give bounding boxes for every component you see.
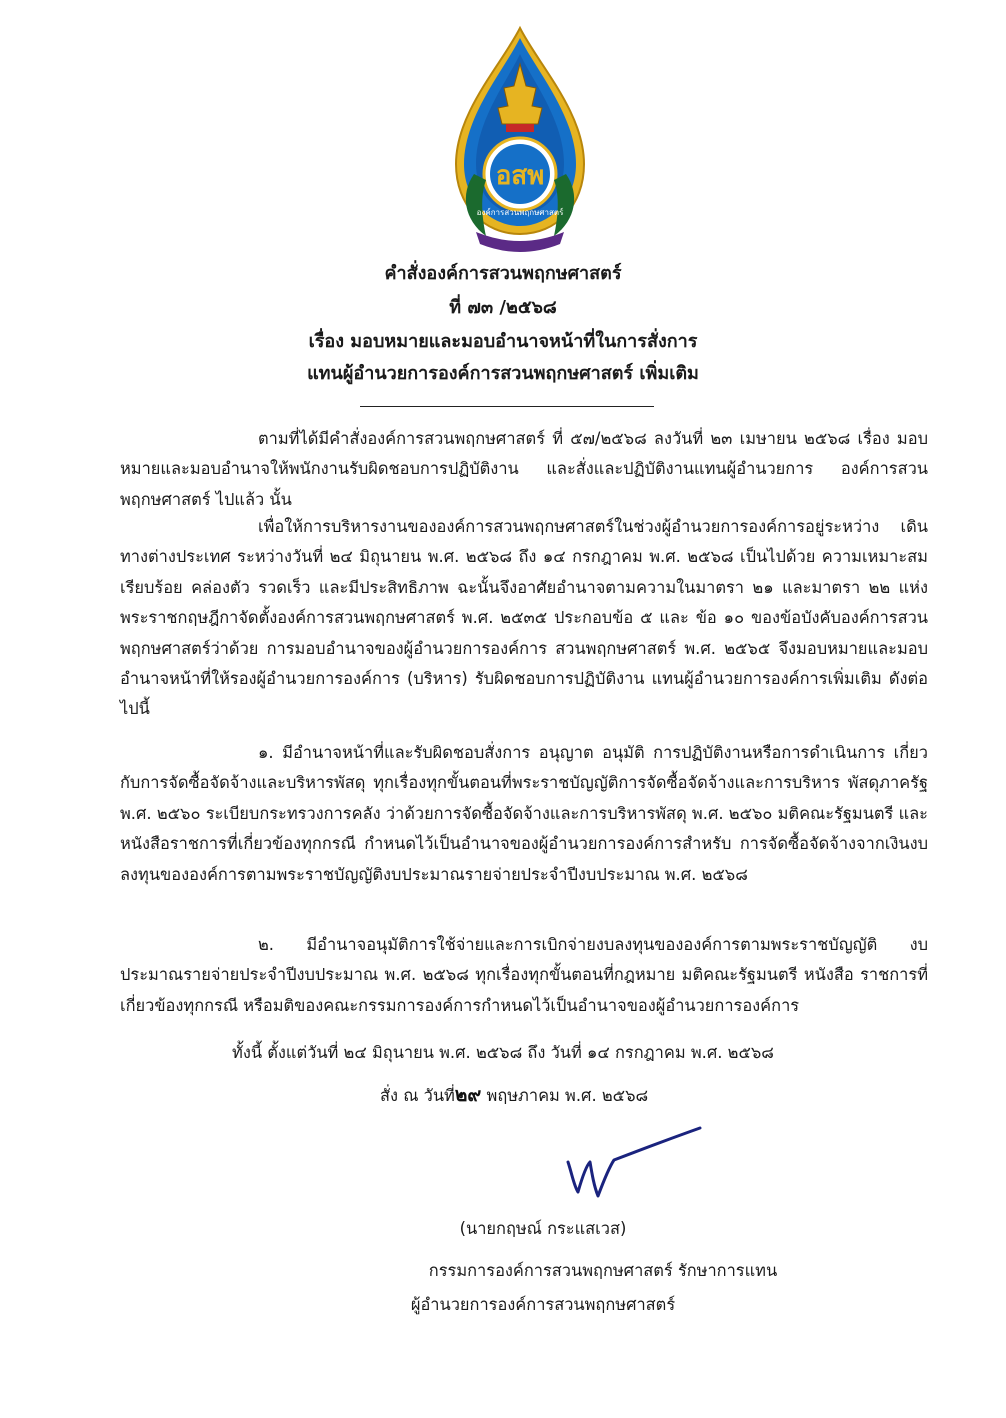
order-title: คำสั่งองค์การสวนพฤกษศาสตร์ bbox=[384, 263, 622, 284]
paragraph-reference: ตามที่ได้มีคำสั่งองค์การสวนพฤกษศาสตร์ ที่ ๕๗/๒๕๖๘ ลงวันที่ ๒๓ เมษายน ๒๕๖๘ เรื่อง มอบหมายและมอบอำนาจให้พนักงานรับผิดชอบการปฏิบัติงาน และสั่งและปฏิบัติงานแทนผู้อำนวยการ องค์การสวนพฤกษศาสตร์ ไปแล้ว นั้น bbox=[120, 429, 928, 509]
order-subject-line2: แทนผู้อำนวยการองค์การสวนพฤกษศาสตร์ เพิ่มเติม bbox=[307, 363, 699, 384]
paragraph-purpose: เพื่อให้การบริหารงานขององค์การสวนพฤกษศาสตร์ในช่วงผู้อำนวยการองค์การอยู่ระหว่าง เดินทางต่างประเทศ ระหว่างวันที่ ๒๔ มิถุนายน พ.ศ. ๒๕๖๘ ถึง ๑๔ กรกฎาคม พ.ศ. ๒๕๖๘ เป็นไปด้วย ความเหมาะสม เรียบร้อย คล่องตัว รวดเร็ว และมีประสิทธิภาพ ฉะนั้นจึงอาศัยอำนาจตามความในมาตรา ๒๑ และมาตรา ๒๒ แห่งพระราชกฤษฎีกาจัดตั้งองค์การสวนพฤกษศาสตร์ พ.ศ. ๒๕๓๕ ประกอบข้อ ๕ และ ข้อ ๑๐ ของข้อบังคับองค์การสวนพฤกษศาสตร์ว่าด้วย การมอบอำนาจของผู้อำนวยการองค์การ สวนพฤกษศาสตร์ พ.ศ. ๒๕๖๕ จึงมอบหมายและมอบอำนาจหน้าที่ให้รองผู้อำนวยการองค์การ (บริหาร) รับผิดชอบการปฏิบัติงาน แทนผู้อำนวยการองค์การเพิ่มเติม ดังต่อไปนี้ bbox=[120, 517, 928, 719]
effective-period: ทั้งนี้ ตั้งแต่วันที่ ๒๔ มิถุนายน พ.ศ. ๒๕๖๘ ถึง วันที่ ๑๔ กรกฎาคม พ.ศ. ๒๕๖๘ bbox=[232, 1043, 774, 1062]
title-divider bbox=[360, 406, 654, 407]
signer-title-line1: กรรมการองค์การสวนพฤกษศาสตร์ รักษาการแทน bbox=[428, 1261, 778, 1280]
logo-org-name: องค์การสวนพฤกษศาสตร์ bbox=[476, 208, 564, 217]
order-date-suffix: พฤษภาคม พ.ศ. ๒๕๖๘ bbox=[481, 1086, 649, 1105]
item-2-budget-authority: ๒. มีอำนาจอนุมัติการใช้จ่ายและการเบิกจ่ายงบลงทุนขององค์การตามพระราชบัญญัติ งบประมาณรายจ่ายประจำปีงบประมาณ พ.ศ. ๒๕๖๘ ทุกเรื่องทุกขั้นตอนที่กฎหมาย มติคณะรัฐมนตรี หนังสือ ราชการที่เกี่ยวข้องทุกกรณี หรือมติของคณะกรรมการองค์การกำหนดไว้เป็นอำนาจของผู้อำนวยการองค์การ bbox=[120, 935, 928, 1015]
item-1-procurement-authority: ๑. มีอำนาจหน้าที่และรับผิดชอบสั่งการ อนุญาต อนุมัติ การปฏิบัติงานหรือการดำเนินการ เกี่ยวกับการจัดซื้อจัดจ้างและบริหารพัสดุ ทุกเรื่องทุกขั้นตอนที่พระราชบัญญัติการจัดซื้อจัดจ้างและการบริหาร พัสดุภาครัฐ พ.ศ. ๒๕๖๐ ระเบียบกระทรวงการคลัง ว่าด้วยการจัดซื้อจัดจ้างและการบริหารพัสดุ พ.ศ. ๒๕๖๐ มติคณะรัฐมนตรี และหนังสือราชการที่เกี่ยวข้องทุกกรณี กำหนดไว้เป็นอำนาจของผู้อำนวยการองค์การสำหรับ การจัดซื้อจัดจ้างจากเงินงบลงทุนขององค์การตามพระราชบัญญัติงบประมาณรายจ่ายประจำปีงบประมาณ พ.ศ. ๒๕๖๘ bbox=[120, 743, 928, 884]
order-date-prefix: สั่ง ณ วันที่ bbox=[380, 1086, 455, 1105]
order-number: ที่ ๗๓ /๒๕๖๘ bbox=[449, 297, 557, 318]
order-date-day: ๒๙ bbox=[454, 1084, 482, 1106]
order-subject-line1: เรื่อง มอบหมายและมอบอำนาจหน้าที่ในการสั่งการ bbox=[308, 331, 698, 352]
organization-logo bbox=[446, 24, 594, 252]
order-date bbox=[380, 1080, 648, 1110]
signer-name: (นายกฤษณ์ กระแสเวส) bbox=[459, 1219, 627, 1238]
logo-emblem-letters: อสพ bbox=[495, 161, 545, 191]
signer-title-line2: ผู้อำนวยการองค์การสวนพฤกษศาสตร์ bbox=[410, 1295, 676, 1314]
signature bbox=[560, 1122, 710, 1202]
